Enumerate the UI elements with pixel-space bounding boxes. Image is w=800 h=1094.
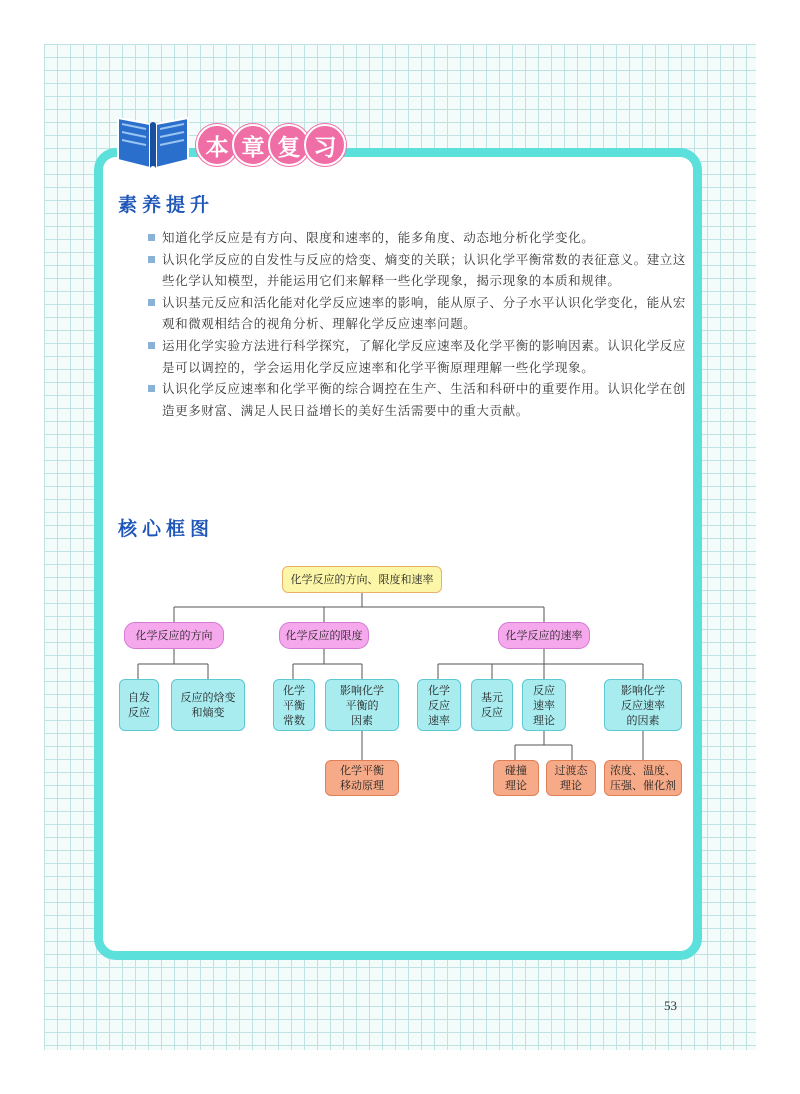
node-equilibrium-constant: 化学 平衡 常数	[273, 679, 315, 731]
list-item: 认识化学反应的自发性与反应的焓变、熵变的关联；认识化学平衡常数的表征意义。建立这些化学认知模型，并能运用它们来解释一些化学现象，揭示现象的本质和规律。	[148, 249, 688, 292]
node-transition-state: 过渡态 理论	[546, 760, 596, 796]
section-title-framework: 核心框图	[118, 518, 215, 540]
open-book-icon	[112, 110, 194, 172]
node-rate-theory: 反应 速率 理论	[522, 679, 566, 731]
node-spontaneous: 自发 反应	[119, 679, 159, 731]
literacy-list	[148, 227, 688, 421]
title-char-1: 本	[196, 124, 238, 166]
node-equilibrium-factors: 影响化学 平衡的 因素	[325, 679, 399, 731]
title-char-4: 习	[304, 124, 346, 166]
list-item: 认识基元反应和活化能对化学反应速率的影响，能从原子、分子水平认识化学变化，能从宏观和微观相结合的视角分析、理解化学反应速率问题。	[148, 292, 688, 335]
list-item: 运用化学实验方法进行科学探究，了解化学反应速率及化学平衡的影响因素。认识化学反应是可以调控的，学会运用化学反应速率和化学平衡原理理解一些化学现象。	[148, 335, 688, 378]
title-char-2: 章	[232, 124, 274, 166]
node-enthalpy-entropy: 反应的焓变 和熵变	[171, 679, 245, 731]
node-elementary-reaction: 基元 反应	[471, 679, 513, 731]
list-item: 知道化学反应是有方向、限度和速率的，能多角度、动态地分析化学变化。	[148, 227, 688, 249]
node-direction: 化学反应的方向	[124, 622, 224, 649]
node-collision-theory: 碰撞 理论	[493, 760, 539, 796]
node-rate-factors: 影响化学 反应速率 的因素	[604, 679, 682, 731]
title-char-3: 复	[268, 124, 310, 166]
section-title-literacy: 素养提升	[118, 194, 215, 216]
node-reaction-rate: 化学 反应 速率	[417, 679, 461, 731]
node-limit: 化学反应的限度	[279, 622, 369, 649]
node-equilibrium-shift: 化学平衡 移动原理	[325, 760, 399, 796]
root-node: 化学反应的方向、限度和速率	[282, 566, 442, 593]
page-number: 53	[664, 998, 677, 1013]
node-rate: 化学反应的速率	[498, 622, 590, 649]
list-item: 认识化学反应速率和化学平衡的综合调控在生产、生活和科研中的重要作用。认识化学在创造更多财富、满足人民日益增长的美好生活需要中的重大贡献。	[148, 378, 688, 421]
node-conditions: 浓度、温度、 压强、催化剂	[604, 760, 682, 796]
